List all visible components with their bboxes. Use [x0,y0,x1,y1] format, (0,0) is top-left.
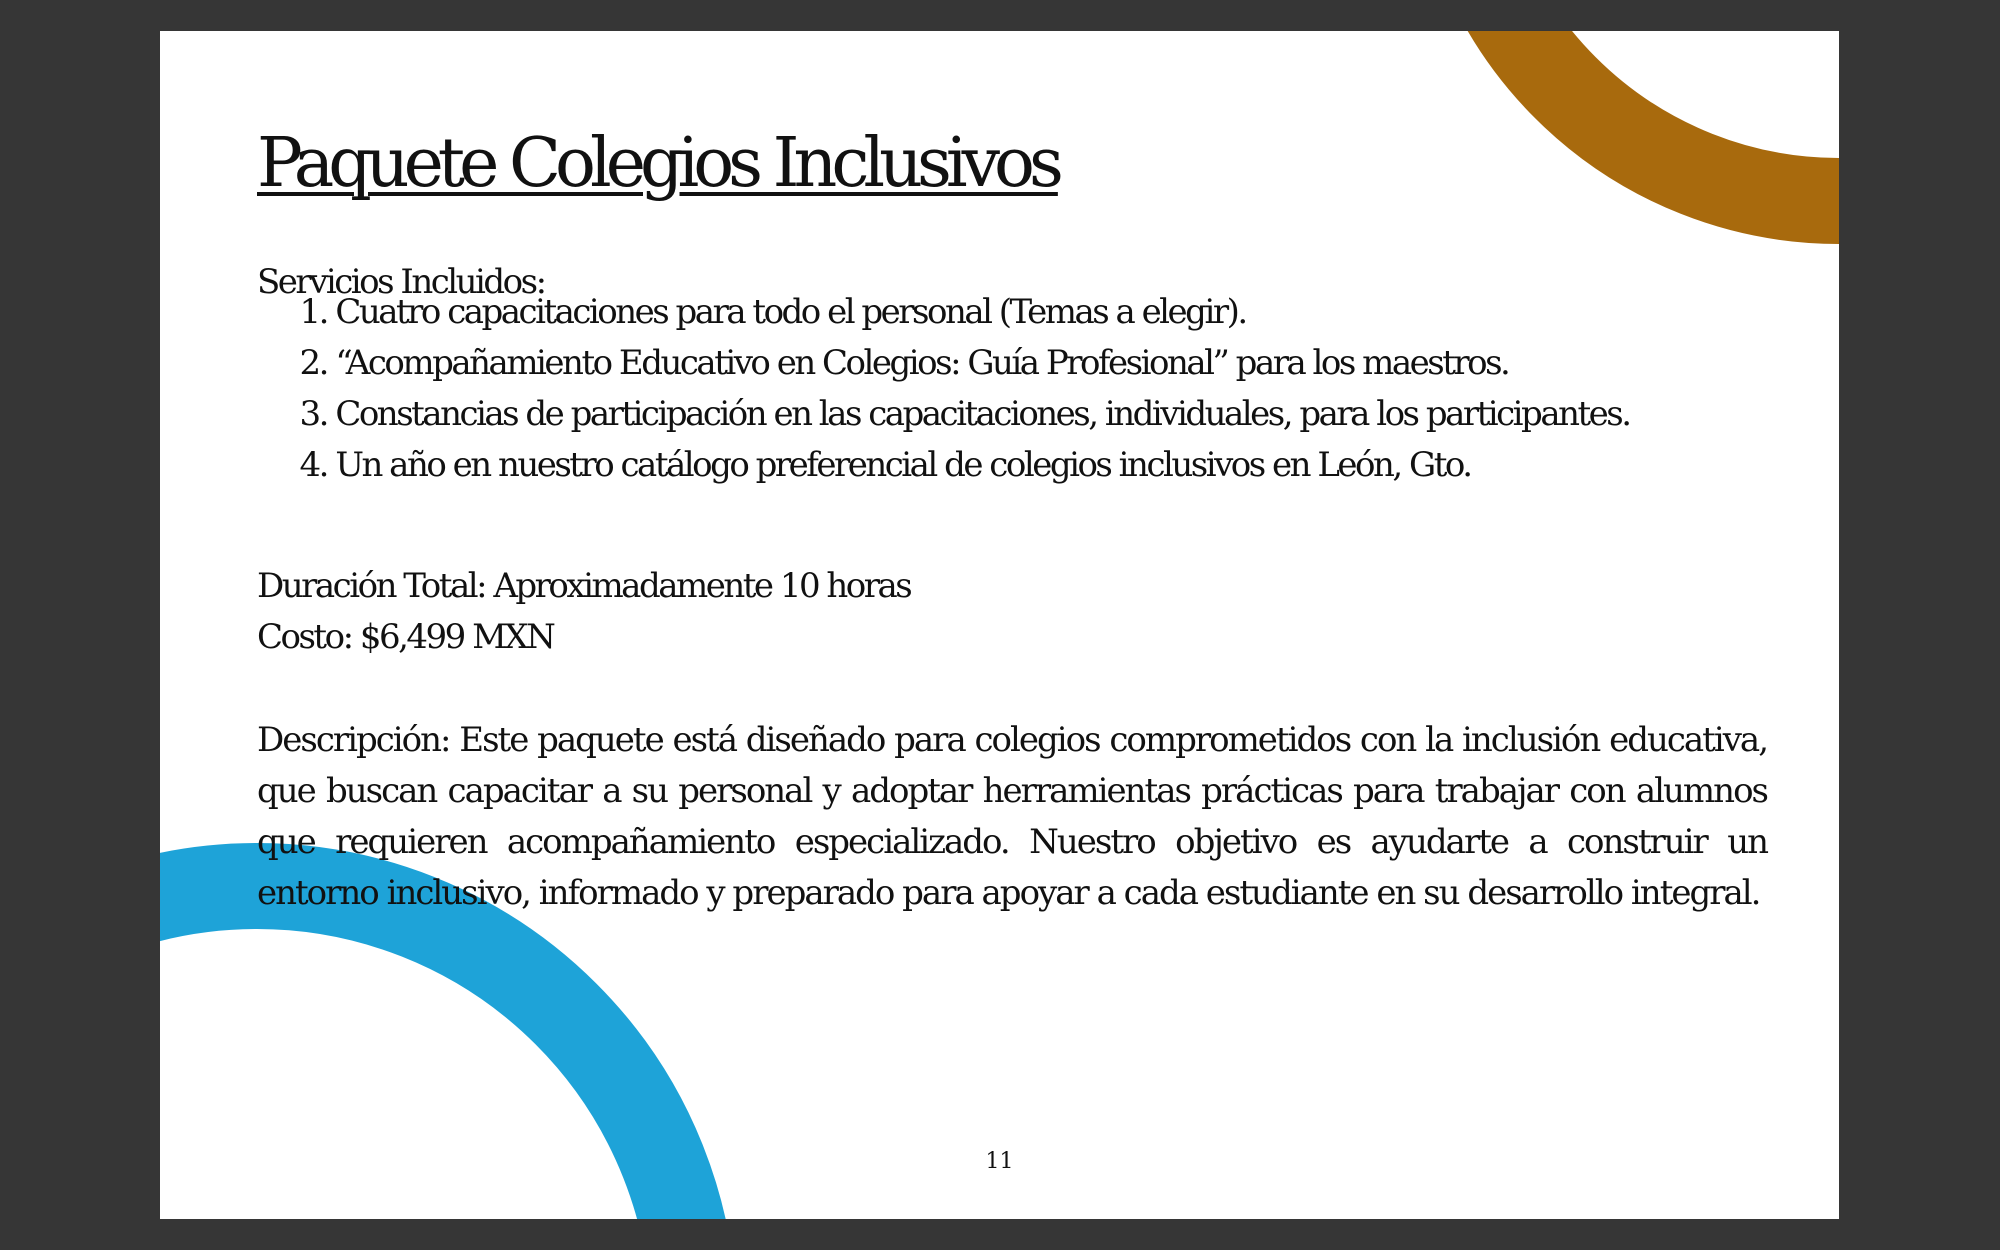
list-item [257,389,1630,440]
slide-page [160,31,1839,1219]
list-item-number: 3. [299,394,327,434]
cost-text: Costo: $6,499 MXN [257,617,554,657]
top-right-orange-arc [1452,31,1839,201]
page-title: Paquete Colegios Inclusivos [257,124,1058,203]
list-item-number: 4. [299,445,327,485]
services-heading: Servicios Incluidos: [257,262,545,302]
page-number: 11 [985,1149,1014,1174]
description-paragraph: Descripción: Este paquete está diseñado para colegios comprometidos con la inclusión educativa, que buscan capacitar a su personal y adoptar herramientas prácticas para trabajar con alumnos que requieren acompañamiento especializado. Nuestro objetivo es ayudarte a construir un entorno inclusivo, informado y preparado para apoyar a cada estudiante en su desarrollo integral. [257,720,1767,913]
list-item-text: Cuatro capacitaciones para todo el personal (Temas a elegir). [335,292,1246,332]
list-item-text: Constancias de participación en las capacitaciones, individuales, para los participantes. [335,394,1630,434]
list-item-text: “Acompañamiento Educativo en Colegios: Guía Profesional” para los maestros. [335,343,1509,383]
list-item [257,338,1630,389]
duration-text: Duración Total: Aproximadamente 10 horas [257,566,911,606]
list-item [257,287,1630,338]
services-list [257,287,1630,491]
list-item-number: 1. [299,292,327,332]
list-item-number: 2. [299,343,327,383]
list-item-text: Un año en nuestro catálogo preferencial de colegios inclusivos en León, Gto. [335,445,1471,485]
list-item [257,440,1630,491]
